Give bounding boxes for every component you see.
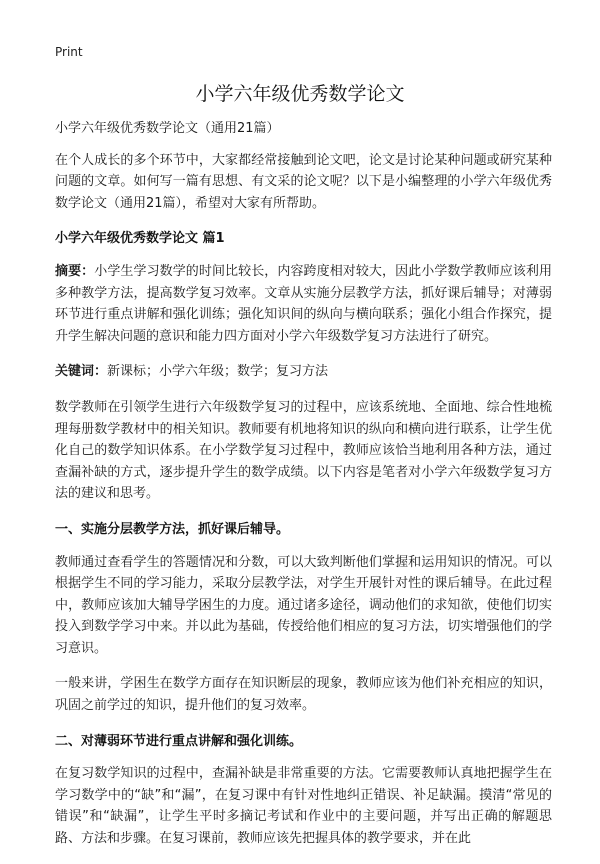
keywords-label: 关键词： xyxy=(55,364,108,380)
keywords-text: 新课标；小学六年级；数学；复习方法 xyxy=(107,364,329,380)
section-heading-2: 二、对薄弱环节进行重点讲解和强化训练。 xyxy=(55,733,303,749)
document-title: 小学六年级优秀数学论文 xyxy=(195,83,405,105)
section-1-paragraph-1: 教师通过查看学生的答题情况和分数，可以大致判断他们掌握和运用知识的情况。可以根据学生不同的学习能力，采取分层教学法，对学生开展针对性的课后辅导。在此过程中，教师应该加大辅导学困生的力度。通过诸多途径，调动他们的求知欲，使他们切实投入到数学学习中来。并以此为基础，传授给他们相应的复习方法，切实增强他们的学习意识。 xyxy=(55,554,552,656)
document-subtitle: 小学六年级优秀数学论文（通用21篇） xyxy=(55,121,280,136)
abstract-paragraph xyxy=(55,261,552,347)
section-1-paragraph-2: 一般来讲，学困生在数学方面存在知识断层的现象，教师应该为他们补充相应的知识，巩固之前学过的知识，提升他们的复习效率。 xyxy=(55,676,552,714)
abstract-text: 小学生学习数学的时间比较长，内容跨度相对较大，因此小学数学教师应该利用多种教学方法，提高数学复习效率。文章从实施分层教学方法，抓好课后辅导；对薄弱环节进行重点讲解和强化训练；强化知识间的纵向与横向联系；强化小组合作探究，提升学生解决问题的意识和能力四方面对小学六年级数学复习方法进行了研究。 xyxy=(55,263,552,344)
document-body xyxy=(55,118,552,864)
intro-paragraph: 在个人成长的多个环节中，大家都经常接触到论文吧，论文是讨论某种问题或研究某种问题的文章。如何写一篇有思想、有文采的论文呢？以下是小编整理的小学六年级优秀数学论文（通用21篇），希望对大家有所帮助。 xyxy=(55,152,552,211)
keywords-paragraph xyxy=(55,361,552,383)
section-2-paragraph-1: 在复习数学知识的过程中，查漏补缺是非常重要的方法。它需要教师认真地把握学生在学习数学中的“缺”和“漏”，在复习课中有针对性地纠正错误、补足缺漏。摸清“常见的错误”和“缺漏”，让学生平时多摘记考试和作业中的主要问题，并写出正确的解题思路、方法和步骤。在复习课前，教师应该先把握具体的教学要求，并在此 xyxy=(55,766,552,847)
print-link[interactable]: Print xyxy=(55,45,83,59)
body-paragraph: 数学教师在引领学生进行六年级数学复习的过程中，应该系统地、全面地、综合性地梳理每册数学教材中的相关知识。教师要有机地将知识的纵向和横向进行联系，让学生优化自己的数学知识体系。在小学数学复习过程中，教师应该恰当地利用各种方法，通过查漏补缺的方式，逐步提升学生的数学成绩。以下内容是笔者对小学六年级数学复习方法的建议和思考。 xyxy=(55,399,552,502)
article-heading: 小学六年级优秀数学论文 篇1 xyxy=(55,231,225,247)
section-heading-1: 一、实施分层教学方法，抓好课后辅导。 xyxy=(55,521,290,537)
abstract-label: 摘要： xyxy=(55,263,95,279)
